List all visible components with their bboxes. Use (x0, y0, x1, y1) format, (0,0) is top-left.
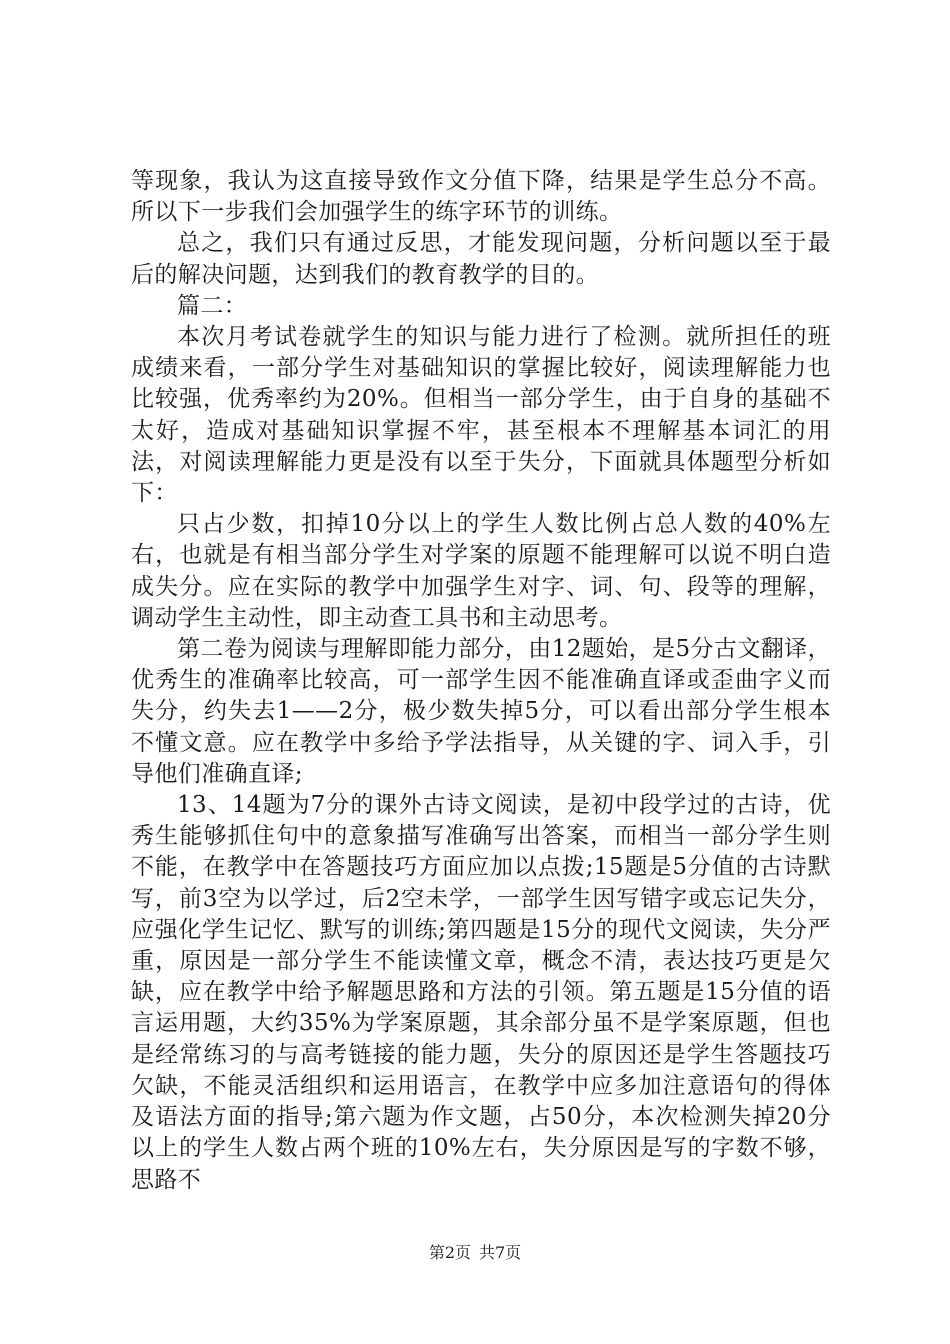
page-footer (0, 1243, 950, 1263)
page-number: 第2页 (428, 1243, 471, 1262)
paragraph: 13、14题为7分的课外古诗文阅读，是初中段学过的古诗，优秀生能够抓住句中的意象描写准确写出答案，而相当一部分学生则不能，在教学中在答题技巧方面应加以点拨;15题是5分值的古诗默写，前3空为以学过，后2空未学，一部学生因写错字或忘记失分，应强化学生记忆、默写的训练;第四题是15分的现代文阅读，失分严重，原因是一部分学生不能读懂文章，概念不清，表达技巧更是欠缺，应在教学中给予解题思路和方法的引领。第五题是15分值的语言运用题，大约35%为学案原题，其余部分虽不是学案原题，但也是经常练习的与高考链接的能力题，失分的原因还是学生答题技巧欠缺，不能灵活组织和运用语言，在教学中应多加注意语句的得体及语法方面的指导;第六题为作文题，占50分，本次检测失掉20分以上的学生人数占两个班的10%左右，失分原因是写的字数不够，思路不 (131, 792, 831, 1193)
body-text (131, 166, 831, 1196)
paragraph: 总之，我们只有通过反思，才能发现问题，分析问题以至于最后的解决问题，达到我们的教育教学的目的。 (131, 230, 831, 288)
paragraph: 本次月考试卷就学生的知识与能力进行了检测。就所担任的班成绩来看，一部分学生对基础知识的掌握比较好，阅读理解能力也比较强，优秀率约为20%。但相当一部分学生，由于自身的基础不太好，造成对基础知识掌握不牢，甚至根本不理解基本词汇的用法，对阅读理解能力更是没有以至于失分，下面就具体题型分析如下： (131, 324, 831, 507)
section-heading: 篇二： (177, 292, 248, 319)
paragraph: 等现象，我认为这直接导致作文分值下降，结果是学生总分不高。所以下一步我们会加强学生的练字环节的训练。 (131, 168, 831, 226)
paragraph: 第二卷为阅读与理解即能力部分，由12题始，是5分古文翻译，优秀生的准确率比较高，可一部学生因不能准确直译或歪曲字义而失分，约失去1——2分，极少数失掉5分，可以看出部分学生根本不懂文意。应在教学中多给予学法指导，从关键的字、词入手，引导他们准确直译; (131, 636, 831, 787)
paragraph: 只占少数，扣掉10分以上的学生人数比例占总人数的40%左右，也就是有相当部分学生对学案的原题不能理解可以说不明白造成失分。应在实际的教学中加强学生对字、词、句、段等的理解，调动学生主动性，即主动查工具书和主动思考。 (131, 511, 831, 631)
page-total: 共7页 (479, 1243, 522, 1262)
